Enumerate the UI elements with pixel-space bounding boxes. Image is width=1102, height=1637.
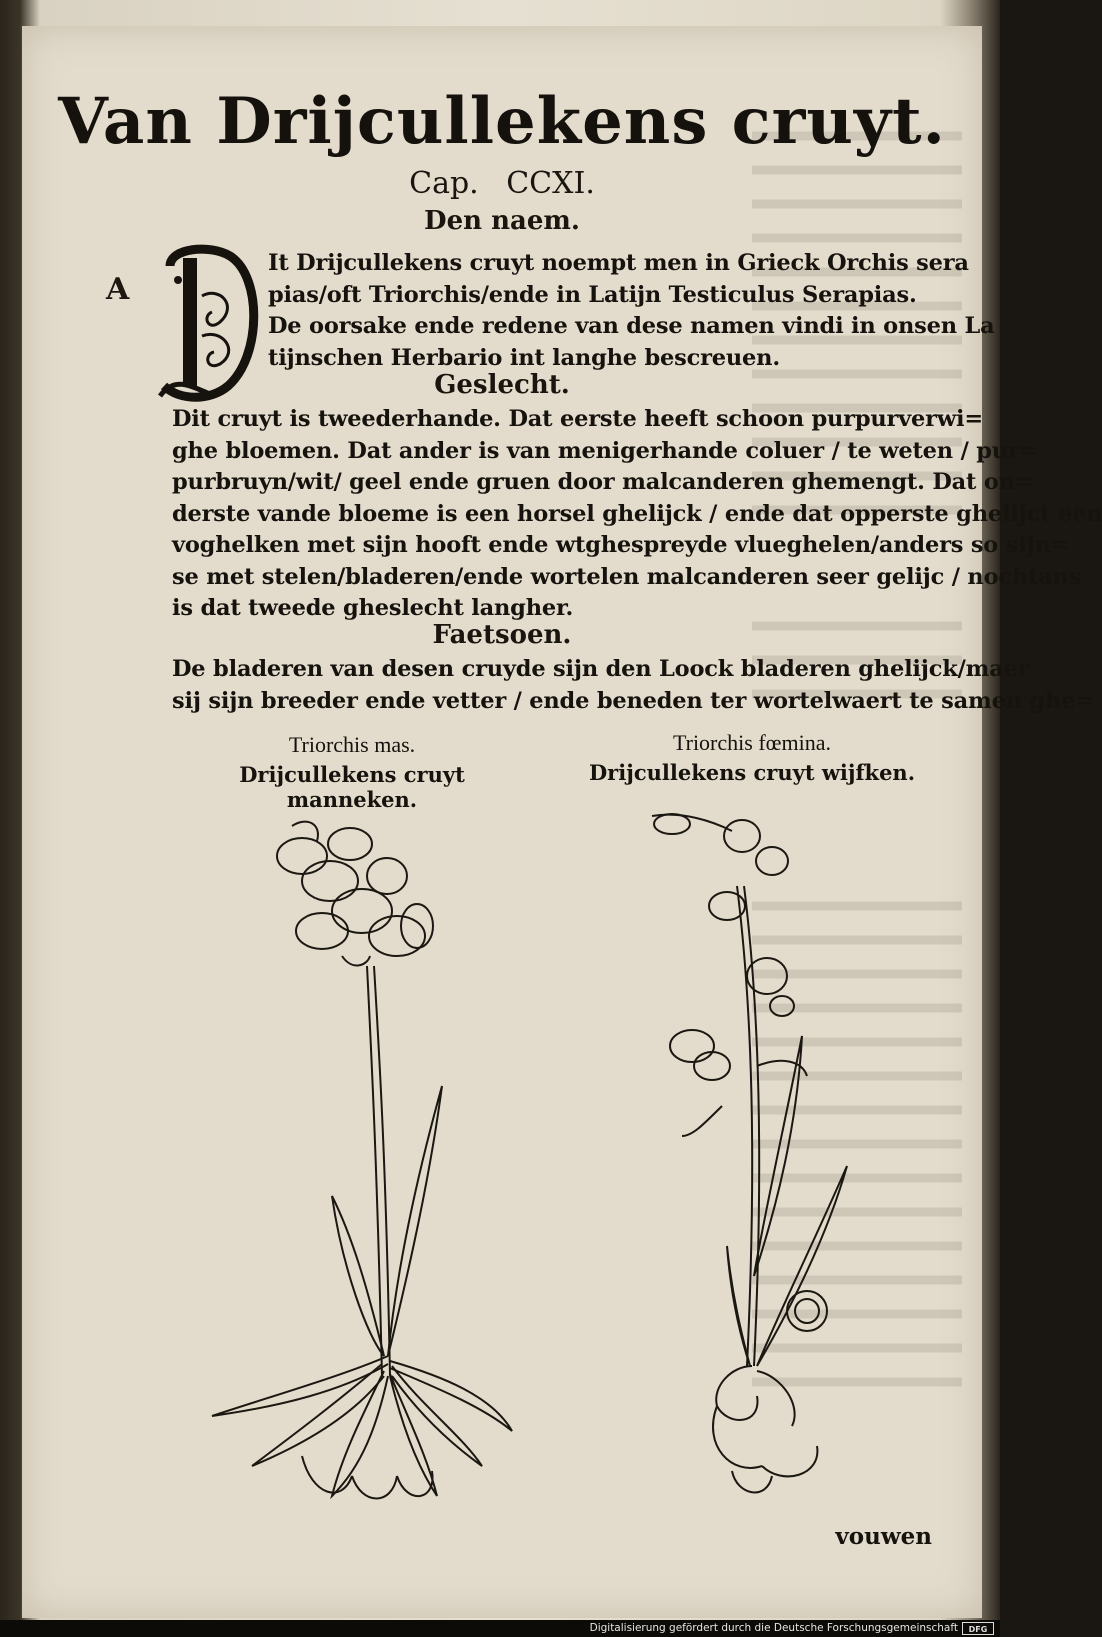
text-line: derste vande bloeme is een horsel ghelijck / ende dat opperste ghelijct een bbox=[172, 500, 1102, 527]
text-line: sij sijn breeder ende vetter / ende beneden ter wortelwaert te samen ghe= bbox=[172, 687, 1094, 714]
text-line: Dit cruyt is tweederhande. Dat eerste heeft schoon purpurverwi= bbox=[172, 406, 983, 432]
section-heading-name: Den naem. bbox=[424, 206, 580, 236]
catchword: vouwen bbox=[835, 1523, 932, 1550]
page-title: Van Drijcullekens cruyt. bbox=[58, 84, 946, 159]
text-line: is dat tweede gheslecht langher. bbox=[172, 595, 574, 621]
text-line: se met stelen/bladeren/ende wortelen malcanderen seer gelijc / nochtans bbox=[172, 563, 1082, 590]
orchid-male-illustration bbox=[192, 816, 532, 1506]
footer-bar bbox=[0, 1620, 1000, 1637]
text-line: De bladeren van desen cruyde sijn den Loock bladeren ghelijck/maer bbox=[172, 656, 1030, 682]
section-heading-form: Faetsoen. bbox=[432, 620, 572, 650]
dfg-logo-icon[interactable]: DFG bbox=[962, 1622, 994, 1635]
figure-caption-female bbox=[582, 730, 922, 785]
figure-caption-male bbox=[182, 732, 522, 812]
text-line: It Drijcullekens cruyt noempt men in Grieck Orchis sera bbox=[268, 250, 969, 276]
paragraph-name bbox=[268, 248, 995, 374]
orchid-female-illustration bbox=[632, 806, 932, 1506]
text-line: pias/oft Triorchis/ende in Latijn Testiculus Serapias. bbox=[268, 281, 917, 308]
caption-dutch: Drijcullekens cruyt manneken. bbox=[239, 762, 465, 812]
caption-latin: Triorchis fœmina. bbox=[672, 730, 832, 755]
paragraph-kind bbox=[172, 404, 1102, 625]
book-page bbox=[22, 26, 1102, 1618]
paragraph-form bbox=[172, 654, 1094, 717]
section-heading-kind: Geslecht. bbox=[434, 370, 570, 400]
text-line: voghelken met sijn hooft ende wtghespreyde vlueghelen/anders so sijn= bbox=[172, 532, 1070, 558]
text-line: ghe bloemen. Dat ander is van menigerhande coluer / te weten / pur= bbox=[172, 437, 1039, 464]
funding-credit[interactable]: Digitalisierung gefördert durch die Deutsche Forschungsgemeinschaft bbox=[589, 1622, 958, 1634]
text-line: tijnschen Herbario int langhe bescreuen. bbox=[268, 344, 780, 371]
text-line: De oorsake ende redene van dese namen vindi in onsen La bbox=[268, 313, 995, 339]
text-line: purbruyn/wit/ geel ende gruen door malcanderen ghemengt. Dat on= bbox=[172, 469, 1034, 495]
caption-dutch: Drijcullekens cruyt wijfken. bbox=[588, 760, 916, 785]
chapter-number: Cap. CCXI. bbox=[409, 166, 595, 201]
marginal-letter: A bbox=[106, 272, 130, 307]
caption-latin: Triorchis mas. bbox=[288, 732, 416, 757]
